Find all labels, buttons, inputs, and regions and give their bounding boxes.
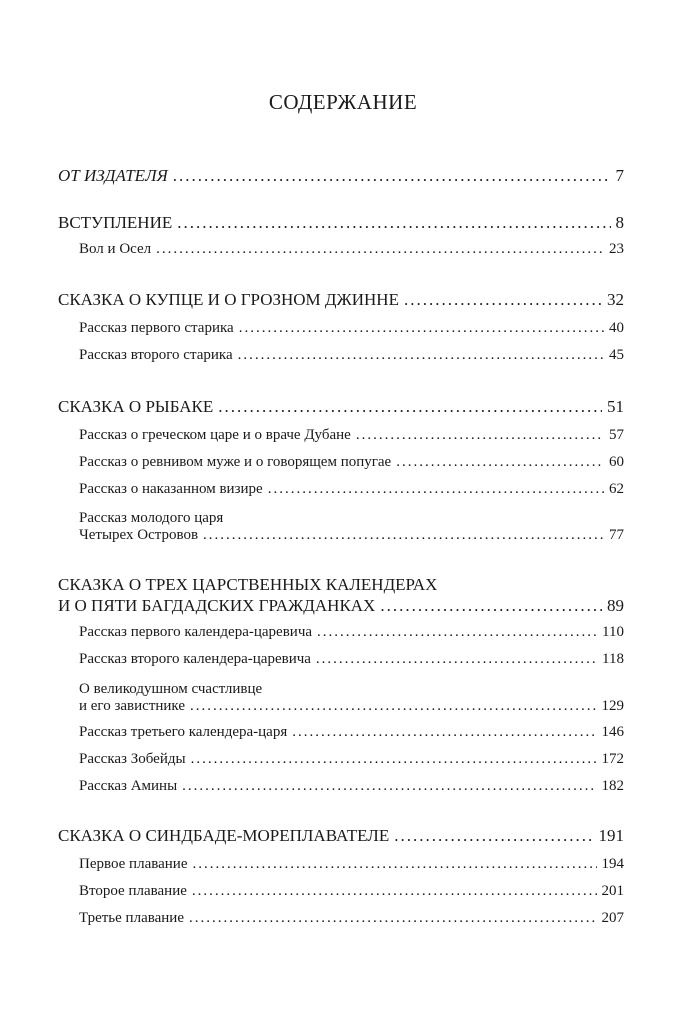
toc-subentry[interactable] bbox=[79, 883, 624, 905]
toc-entry-title: Вол и Осел bbox=[79, 241, 152, 257]
toc-entry-title: Рассказ о наказанном визире bbox=[79, 481, 263, 497]
toc-entry-title: СКАЗКА О РЫБАКЕ bbox=[58, 397, 214, 416]
toc-entry-title: Третье плавание bbox=[79, 910, 184, 926]
toc-entry-title: Рассказ Зобейды bbox=[79, 751, 186, 767]
toc-entry-page: 77 bbox=[609, 527, 624, 543]
dot-leader bbox=[239, 320, 604, 337]
dot-leader bbox=[192, 883, 597, 900]
toc-subentry[interactable] bbox=[79, 347, 624, 369]
toc-entry-title: И О ПЯТИ БАГДАДСКИХ ГРАЖДАНКАХ bbox=[58, 596, 376, 615]
toc-subentry[interactable] bbox=[79, 910, 624, 932]
page-title: СОДЕРЖАНИЕ bbox=[268, 90, 418, 114]
dot-leader bbox=[316, 651, 597, 668]
toc-subentry[interactable] bbox=[79, 624, 624, 646]
toc-entry-page: 57 bbox=[609, 427, 624, 443]
toc-entry-page: 60 bbox=[609, 454, 624, 470]
toc-entry-page: 191 bbox=[598, 826, 624, 845]
toc-subentry[interactable] bbox=[79, 856, 624, 878]
toc-entry-page: 129 bbox=[601, 698, 624, 714]
toc-subentry[interactable] bbox=[79, 527, 624, 549]
toc-entry-page: 45 bbox=[609, 347, 624, 363]
dot-leader bbox=[189, 910, 597, 927]
toc-subentry[interactable] bbox=[79, 241, 624, 263]
toc-entry-title: СКАЗКА О КУПЦЕ И О ГРОЗНОМ ДЖИННЕ bbox=[58, 290, 399, 309]
toc-entry-title: Рассказ первого старика bbox=[79, 320, 234, 336]
toc-entry-title: Рассказ первого календера-царевича bbox=[79, 624, 313, 640]
dot-leader bbox=[191, 751, 597, 768]
toc-entry-page: 201 bbox=[601, 883, 624, 899]
toc-entry-page: 194 bbox=[601, 856, 624, 872]
dot-leader bbox=[203, 527, 604, 544]
toc-entry[interactable] bbox=[58, 397, 624, 419]
dot-leader bbox=[173, 166, 611, 186]
toc-entry-title: ОТ ИЗДАТЕЛЯ bbox=[58, 166, 168, 185]
toc-entry-title: Рассказ о ревнивом муже и о говорящем попугае bbox=[79, 454, 392, 470]
toc-entry-page: 172 bbox=[601, 751, 624, 767]
toc-entry-title: Второе плавание bbox=[79, 883, 187, 899]
toc-subentry[interactable] bbox=[79, 724, 624, 746]
toc-entry-page: 40 bbox=[609, 320, 624, 336]
toc-entry-title: и его завистнике bbox=[79, 698, 185, 714]
toc-entry-page: 8 bbox=[615, 213, 624, 232]
toc-entry-page: 146 bbox=[601, 724, 624, 740]
toc-entry-page: 118 bbox=[602, 651, 624, 667]
toc-subentry[interactable] bbox=[79, 320, 624, 342]
dot-leader bbox=[268, 481, 604, 498]
dot-leader bbox=[356, 427, 604, 444]
toc-subentry-title-line1: Рассказ молодого царя bbox=[79, 510, 224, 526]
toc-subentry[interactable] bbox=[79, 751, 624, 773]
toc-subentry[interactable] bbox=[79, 454, 624, 476]
toc-entry-title: Рассказ второго календера-царевича bbox=[79, 651, 311, 667]
toc-subentry[interactable] bbox=[79, 481, 624, 503]
dot-leader bbox=[404, 290, 602, 310]
dot-leader bbox=[156, 241, 604, 258]
dot-leader bbox=[177, 213, 610, 233]
toc-subentry[interactable] bbox=[79, 778, 624, 800]
toc-entry-page: 110 bbox=[602, 624, 624, 640]
dot-leader bbox=[394, 826, 593, 846]
dot-leader bbox=[190, 698, 597, 715]
dot-leader bbox=[317, 624, 597, 641]
toc-entry-page: 32 bbox=[607, 290, 624, 309]
toc-entry-page: 7 bbox=[615, 166, 624, 185]
toc-entry-page: 51 bbox=[607, 397, 624, 416]
toc-entry-page: 89 bbox=[607, 596, 624, 615]
dot-leader bbox=[380, 596, 602, 616]
toc-entry-title-line1: СКАЗКА О ТРЕХ ЦАРСТВЕННЫХ КАЛЕНДЕРАХ bbox=[58, 575, 438, 594]
toc-entry[interactable] bbox=[58, 213, 624, 235]
dot-leader bbox=[292, 724, 596, 741]
toc-subentry[interactable] bbox=[79, 698, 624, 720]
dot-leader bbox=[182, 778, 596, 795]
toc-entry-title: Рассказ о греческом царе и о враче Дубане bbox=[79, 427, 351, 443]
toc-entry-title: ВСТУПЛЕНИЕ bbox=[58, 213, 173, 232]
dot-leader bbox=[238, 347, 604, 364]
toc-subentry[interactable] bbox=[79, 427, 624, 449]
dot-leader bbox=[218, 397, 602, 417]
dot-leader bbox=[396, 454, 604, 471]
toc-entry-page: 207 bbox=[601, 910, 624, 926]
toc-entry-title: Первое плавание bbox=[79, 856, 188, 872]
toc-entry-title: Четырех Островов bbox=[79, 527, 199, 543]
toc-subentry[interactable] bbox=[79, 651, 624, 673]
toc-entry-page: 23 bbox=[609, 241, 624, 257]
toc-entry-page: 62 bbox=[609, 481, 624, 497]
toc-entry-title: Рассказ Амины bbox=[79, 778, 178, 794]
toc-entry-title: Рассказ третьего календера-царя bbox=[79, 724, 288, 740]
toc-entry-title: Рассказ второго старика bbox=[79, 347, 233, 363]
toc-entry-title: СКАЗКА О СИНДБАДЕ-МОРЕПЛАВАТЕЛЕ bbox=[58, 826, 390, 845]
toc-subentry-title-line1: О великодушном счастливце bbox=[79, 681, 263, 697]
toc-entry[interactable] bbox=[58, 826, 624, 848]
toc-entry[interactable] bbox=[58, 290, 624, 312]
toc-entry[interactable] bbox=[58, 166, 624, 188]
toc-entry[interactable] bbox=[58, 596, 624, 618]
dot-leader bbox=[193, 856, 597, 873]
toc-entry-page: 182 bbox=[601, 778, 624, 794]
